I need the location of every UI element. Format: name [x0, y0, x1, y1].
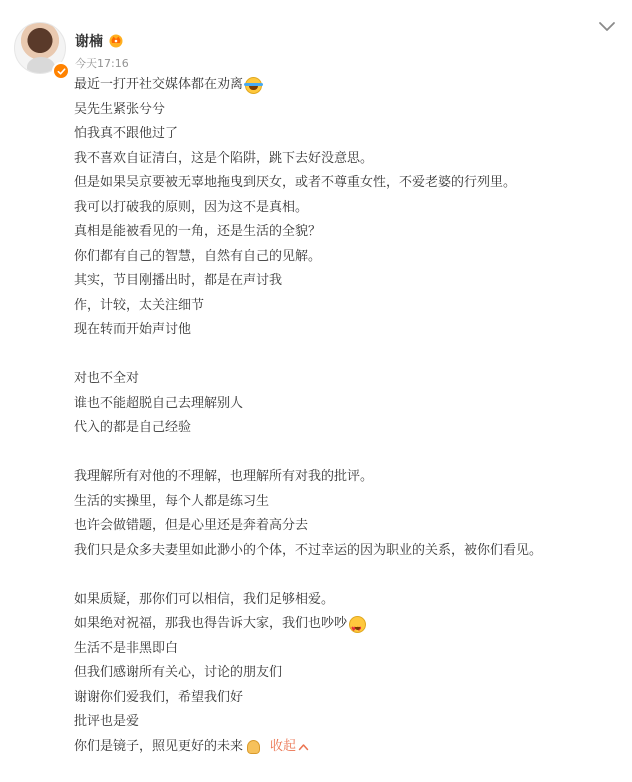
- verified-badge-icon: [52, 62, 70, 80]
- username[interactable]: 谢楠: [75, 34, 103, 50]
- post-line: 我们只是众多夫妻里如此渺小的个体，不过幸运的因为职业的关系，被你们看见。: [74, 542, 543, 558]
- laugh-cry-emoji-icon: [245, 77, 262, 94]
- post-blank-line: [74, 441, 626, 466]
- post-line: 代入的都是自己经验: [74, 420, 192, 435]
- post-line: 真相是能被看见的一角，还是生活的全貌？: [74, 224, 322, 239]
- post-line: 我不喜欢自证清白，这是个陷阱，跳下去好没意思。: [74, 150, 374, 166]
- post-line: 批评也是爱: [74, 714, 140, 729]
- post-line: 但是如果吴京要被无辜地拖曳到厌女，或者不尊重女性，不爱老婆的行列里。: [74, 175, 517, 190]
- post-line: 怕我真不跟他过了: [74, 126, 179, 141]
- post-blank-line: [74, 563, 626, 588]
- post-body: [74, 73, 626, 759]
- pray-hands-emoji-icon: [245, 738, 262, 755]
- avatar-figure: [27, 57, 55, 74]
- post-blank-line: [74, 343, 626, 368]
- post-line: 谁也不能超脱自己去理解别人: [74, 395, 244, 411]
- post-line: 如果绝对祝福，那我也得告诉大家，我们也吵吵 ♥ ♥: [74, 612, 626, 637]
- post-line: 也许会做错题，但是心里还是奔着高分去: [74, 518, 309, 533]
- post-line: 你们都有自己的智慧，自然有自己的见解。: [74, 248, 322, 264]
- collapse-link[interactable]: [270, 735, 309, 760]
- timestamp[interactable]: 今天17:16: [75, 57, 129, 70]
- post-line: 我可以打破我的原则，因为这不是真相。: [74, 199, 309, 215]
- post-line: 谢谢你们爱我们，希望我们好: [74, 689, 244, 705]
- vip-crown-icon[interactable]: [108, 32, 124, 48]
- post-line: 现在转而开始声讨他: [74, 322, 192, 337]
- post-line: 你们是镜子，照见更好的未来 收起: [74, 735, 626, 760]
- post-line: 最近一打开社交媒体都在劝离: [74, 73, 626, 98]
- post-line: 我理解所有对他的不理解，也理解所有对我的批评。: [74, 469, 374, 484]
- post-line: 但我们感谢所有关心，讨论的朋友们: [74, 665, 283, 680]
- post-line: 其实，节目刚播出时，都是在声讨我: [74, 273, 283, 288]
- chevron-up-icon: [298, 743, 309, 751]
- heart-eyes-emoji-icon: [349, 616, 366, 633]
- post-line: 吴先生紧张兮兮: [74, 101, 166, 117]
- collapse-label: 收起: [270, 738, 297, 754]
- post-header: [0, 0, 632, 76]
- chevron-down-icon[interactable]: [596, 18, 618, 36]
- post-line: 生活不是非黑即白: [74, 640, 179, 656]
- post-line: 作，计较，太关注细节: [74, 297, 205, 313]
- post-line: 对也不全对: [74, 371, 140, 386]
- post-line: 如果质疑，那你们可以相信，我们足够相爱。: [74, 591, 335, 607]
- post-line: 生活的实操里，每个人都是练习生: [74, 493, 270, 509]
